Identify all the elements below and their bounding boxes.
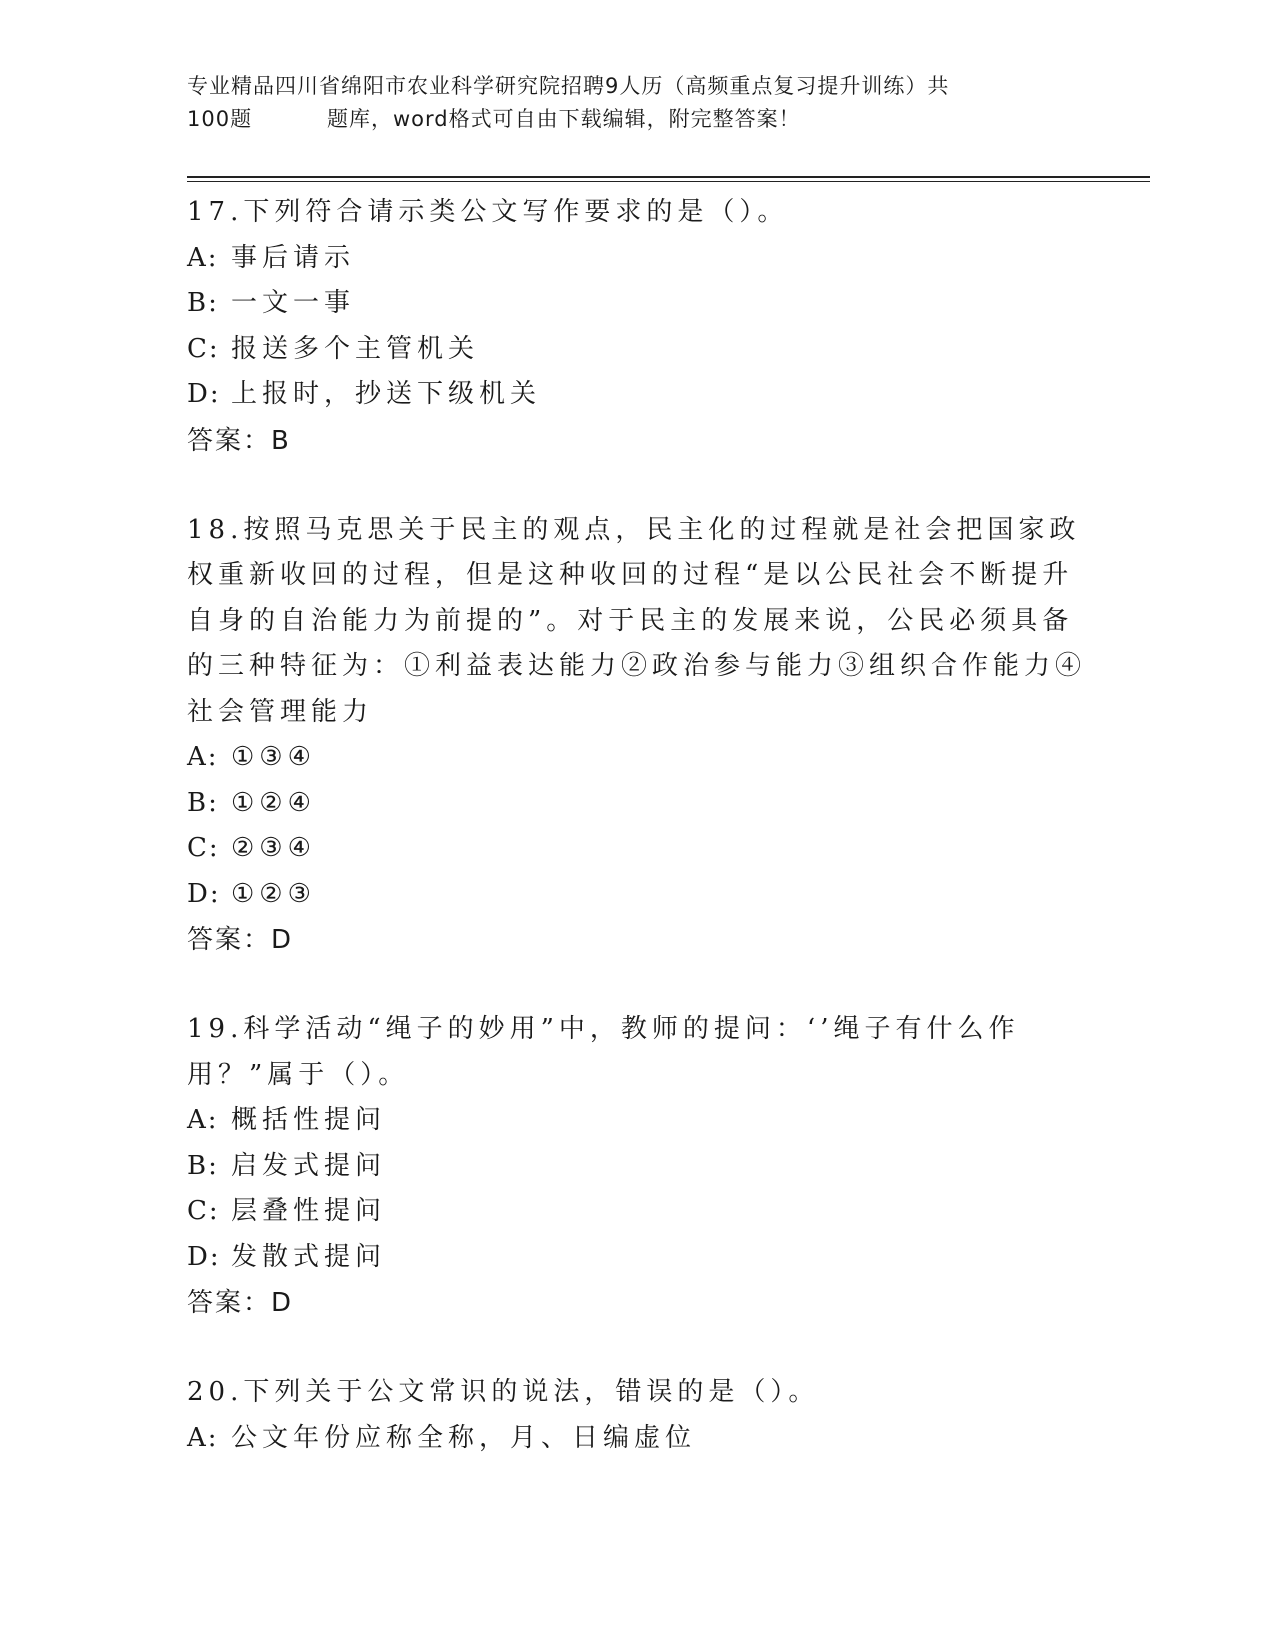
option-text: ①②④ bbox=[231, 787, 316, 818]
option-a bbox=[187, 1098, 1087, 1144]
header-divider-thick bbox=[187, 176, 1150, 178]
option-d bbox=[187, 372, 1087, 418]
option-text: 层叠性提问 bbox=[231, 1196, 387, 1226]
option-d bbox=[187, 1235, 1087, 1281]
question-18 bbox=[187, 508, 1087, 964]
option-letter: D: bbox=[187, 878, 221, 909]
option-letter: A: bbox=[187, 742, 219, 772]
option-text: 发散式提问 bbox=[231, 1241, 387, 1272]
answer-line: 答案：D bbox=[187, 925, 294, 955]
option-a bbox=[187, 236, 1087, 282]
option-letter: A: bbox=[187, 1105, 219, 1135]
option-b bbox=[187, 781, 1087, 827]
option-text: ①②③ bbox=[231, 878, 316, 909]
option-letter: A: bbox=[187, 242, 219, 273]
option-text: 上报时，抄送下级机关 bbox=[231, 379, 542, 409]
answer-line: 答案：B bbox=[187, 425, 291, 456]
option-text: 启发式提问 bbox=[231, 1150, 387, 1181]
question-stem: 20.下列关于公文常识的说法，错误的是（）。 bbox=[187, 1377, 820, 1407]
option-a bbox=[187, 1416, 1087, 1462]
answer-line: 答案：D bbox=[187, 1288, 294, 1318]
question-stem: 17.下列符合请示类公文写作要求的是（）。 bbox=[187, 197, 789, 227]
option-letter: C: bbox=[187, 833, 220, 863]
option-b bbox=[187, 1144, 1087, 1190]
question-20 bbox=[187, 1370, 1087, 1461]
option-text: ②③④ bbox=[231, 833, 316, 863]
header-description: 题库，word格式可自由下载编辑，附完整答案！ bbox=[327, 107, 801, 131]
option-c bbox=[187, 1189, 1087, 1235]
option-letter: A: bbox=[187, 1422, 219, 1453]
question-17 bbox=[187, 190, 1087, 464]
question-list bbox=[187, 190, 1087, 1505]
option-letter: B: bbox=[187, 288, 219, 318]
option-d bbox=[187, 872, 1087, 918]
option-letter: B: bbox=[187, 787, 219, 818]
option-letter: B: bbox=[187, 1150, 219, 1181]
header-question-count: 100题 bbox=[187, 107, 253, 131]
option-text: 公文年份应称全称，月、日编虚位 bbox=[231, 1422, 697, 1453]
option-b bbox=[187, 281, 1087, 327]
option-letter: D: bbox=[187, 1241, 221, 1272]
option-text: 一文一事 bbox=[231, 288, 356, 318]
question-19 bbox=[187, 1007, 1087, 1326]
option-text: 报送多个主管机关 bbox=[231, 333, 480, 364]
question-stem: 19.科学活动“绳子的妙用”中，教师的提问：‘’绳子有什么作用？”属于（）。 bbox=[187, 1014, 1020, 1090]
document-header bbox=[187, 70, 1067, 136]
option-letter: D: bbox=[187, 379, 221, 409]
option-a bbox=[187, 735, 1087, 781]
option-text: ①③④ bbox=[231, 742, 316, 772]
option-text: 事后请示 bbox=[231, 242, 356, 273]
option-letter: C: bbox=[187, 1196, 220, 1226]
header-title-line: 专业精品四川省绵阳市农业科学研究院招聘9人历（高频重点复习提升训练）共 bbox=[187, 74, 950, 98]
header-divider-thin bbox=[187, 181, 1150, 182]
option-text: 概括性提问 bbox=[231, 1105, 387, 1135]
question-stem: 18.按照马克思关于民主的观点，民主化的过程就是社会把国家政权重新收回的过程，但是这种收回的过程“是以公民社会不断提升自身的自治能力为前提的”。对于民主的发展来说，公民必须具备的三种特征为：①利益表达能力②政治参与能力③组织合作能力④社会管理能力 bbox=[187, 514, 1087, 727]
option-c bbox=[187, 826, 1087, 872]
option-letter: C: bbox=[187, 333, 220, 364]
header-second-line bbox=[187, 103, 1067, 136]
option-c bbox=[187, 327, 1087, 373]
